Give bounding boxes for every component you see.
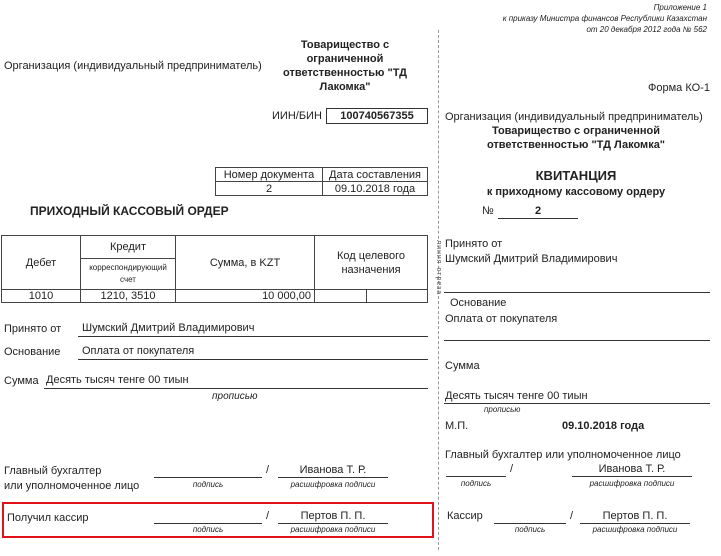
left-cashier-label: Получил кассир [7, 512, 89, 524]
iin-value: 100740567355 [326, 108, 428, 124]
right-sum-line [444, 403, 710, 404]
right-org-label: Организация (индивидуальный предприниматель) [445, 111, 703, 123]
row-sum: 10 000,00 [176, 290, 315, 303]
iin-label: ИИН/БИН [272, 110, 322, 122]
right-date-value: 09.10.2018 года [562, 420, 645, 432]
left-org-label: Организация (индивидуальный предприниматель) [4, 60, 262, 72]
mp-label: М.П. [445, 420, 469, 432]
right-chief-sig-line [446, 476, 506, 477]
left-basis-line [78, 359, 428, 360]
receipt-number-value: 2 [534, 205, 542, 217]
left-chief-sig-hint: подпись [192, 480, 224, 489]
purpose-header: Код целевого назначения [315, 236, 428, 290]
form-label: Форма КО-1 [648, 82, 710, 94]
left-received-label: Принято от [4, 323, 62, 335]
left-sum-line [44, 388, 428, 389]
right-chief-name-line [572, 476, 692, 477]
main-table [1, 235, 428, 303]
left-chief-sig-line [154, 477, 262, 478]
right-received-line [444, 292, 710, 293]
right-sum-label: Сумма [445, 360, 480, 372]
receipt-number-line [498, 218, 578, 219]
left-chief-slash: / [266, 464, 270, 476]
row-credit: 1210, 3510 [81, 290, 176, 303]
left-chief-name: Иванова Т. Р. [299, 464, 367, 476]
right-cashier-label: Кассир [447, 510, 483, 522]
right-basis-value: Оплата от покупателя [445, 313, 558, 325]
left-basis-label: Основание [4, 346, 61, 358]
left-cashier-decode-hint: расшифровка подписи [290, 525, 376, 534]
left-cashier-sig-hint: подпись [192, 525, 224, 534]
right-cashier-sig-line [494, 523, 566, 524]
right-sum-hint: прописью [484, 405, 521, 414]
doc-number-value: 2 [216, 182, 323, 196]
right-cashier-sig-hint: подпись [514, 525, 546, 534]
right-cashier-decode-hint: расшифровка подписи [592, 525, 678, 534]
left-sum-hint: прописью [212, 391, 258, 402]
right-chief-name: Иванова Т. Р. [598, 463, 666, 475]
left-cashier-slash: / [266, 510, 270, 522]
left-chief-label-1: Главный бухгалтер [4, 465, 102, 477]
doc-date-value: 09.10.2018 года [323, 182, 428, 196]
receipt-subtitle: к приходному кассовому ордеру [486, 186, 666, 198]
row-purpose-extra [367, 290, 428, 303]
left-sum-value: Десять тысяч тенге 00 тиын [46, 374, 189, 386]
right-received-label: Принято от [445, 238, 503, 250]
debit-header: Дебет [2, 236, 81, 290]
credit-header: Кредит [81, 236, 176, 259]
right-basis-label: Основание [450, 297, 507, 309]
left-received-value: Шумский Дмитрий Владимирович [82, 322, 255, 334]
left-chief-decode-hint: расшифровка подписи [290, 480, 376, 489]
doc-number-header: Номер документа [216, 168, 323, 182]
right-cashier-slash: / [570, 510, 574, 522]
appendix-block [503, 2, 707, 35]
sum-header: Сумма, в KZT [176, 236, 315, 290]
right-chief-label: Главный бухгалтер или уполномоченное лицо [445, 449, 681, 461]
appendix-line-3: от 20 декабря 2012 года № 562 [586, 25, 707, 34]
doc-date-header: Дата составления [323, 168, 428, 182]
right-chief-decode-hint: расшифровка подписи [589, 479, 675, 488]
appendix-line-1: Приложение 1 [653, 3, 707, 12]
cashier-highlight-box [2, 502, 434, 538]
right-chief-sig-hint: подпись [460, 479, 492, 488]
receipt-number-label: № [482, 205, 494, 217]
right-sum-value: Десять тысяч тенге 00 тиын [445, 390, 588, 402]
right-org-name: Товарищество с ограниченной ответственностью "ТД Лакомка" [486, 125, 666, 151]
left-basis-value: Оплата от покупателя [82, 345, 195, 357]
right-received-value: Шумский Дмитрий Владимирович [445, 253, 618, 265]
left-org-name: Товарищество с ограниченной ответственностью "ТД Лакомка" [283, 39, 407, 93]
right-cashier-name-line [580, 523, 690, 524]
left-chief-name-line [278, 477, 388, 478]
right-cashier-name: Пертов П. П. [602, 510, 668, 522]
left-sum-label: Сумма [4, 375, 39, 387]
order-title: ПРИХОДНЫЙ КАССОВЫЙ ОРДЕР [30, 204, 229, 218]
row-debit: 1010 [2, 290, 81, 303]
left-chief-label-2: или уполномоченное лицо [4, 480, 140, 492]
left-cashier-name: Пертов П. П. [300, 510, 366, 522]
right-basis-line [444, 340, 710, 341]
receipt-title: КВИТАНЦИЯ [535, 168, 617, 183]
row-purpose [315, 290, 367, 303]
cut-line-label: линия отреза [435, 240, 442, 296]
left-received-line [78, 336, 428, 337]
right-chief-slash: / [510, 463, 514, 475]
appendix-line-2: к приказу Министра финансов Республики Казахстан [502, 14, 707, 23]
corr-account-header: корреспондирующий счет [81, 259, 176, 290]
doc-number-table [215, 167, 428, 196]
